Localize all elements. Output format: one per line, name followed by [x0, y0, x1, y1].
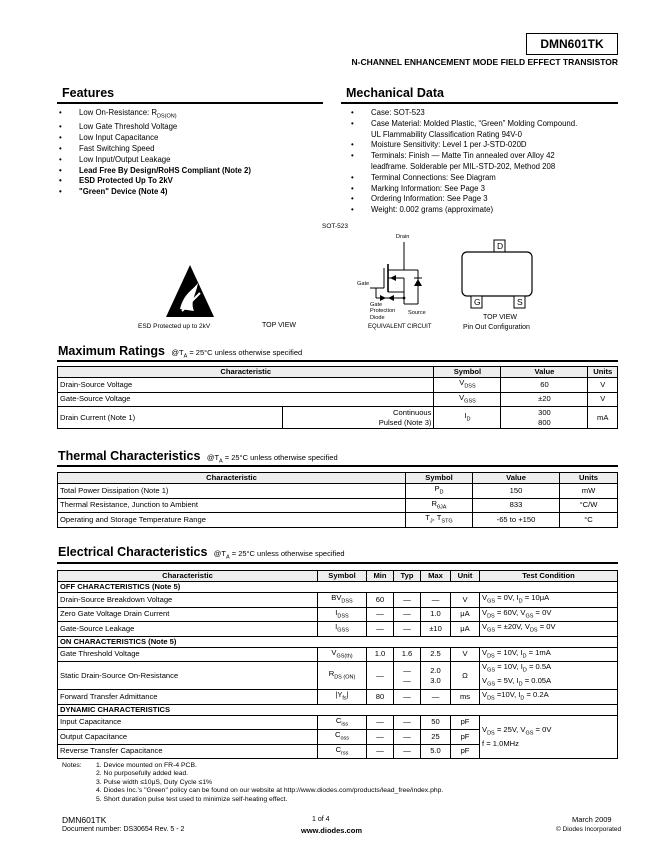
pin-s-label: S: [517, 297, 523, 307]
source-label: Source: [408, 310, 426, 316]
mechanical-list: [349, 108, 589, 216]
mechanical-item: • Marking Information: See Page 3: [349, 184, 589, 195]
dynamic-characteristics-header: DYNAMIC CHARACTERISTICS: [58, 704, 618, 715]
feature-item: • Low Gate Threshold Voltage: [57, 122, 327, 133]
thermal-rule: [57, 465, 618, 467]
mechanical-item: • Terminal Connections: See Diagram: [349, 173, 589, 184]
electrical-table: Characteristic Symbol Min Typ Max Unit Test Condition OFF CHARACTERISTICS (Note 5) Drain-Source Breakdown Voltage $BV_{DSS}$ 60 — — V $V_{GS} = 0V$, $I_D = 10\mu A$ Zero Gate Voltage Drain Current $I_{DSS}$ — — 1.0 μA $V_{DS} = 60V$, $V_{GS} = 0V$ Gate-Source Leakage $I_{GSS}$ — — ±10 μA $V_{GS} = \pm 20V$, $V_{DS} = 0V$ ON CHARACTERISTICS (Note 5) Gate Threshold Voltage $V_{GS(th)}$ 1.0 1.6 2.5 V $V_{DS} = 10V$, $I_D = 1mA$ Static Drain-Source On-Resistance $R_{DS (ON)}$ — — — 2.0 3.0 Ω $V_{GS} = 10V$, $I_D = 0.5A$ $V_{GS} = 5V$, $I_D = 0.05A$ Forward Transfer Admittance $|Y_{fs}|$ 80 — — ms $V_{DS} =10V$, $I_D = 0.2A$ DYNAMIC CHARACTERISTICS Input Capacitance $C_{iss}$ — — 50 pF $V_{DS} = 25V$, $V_{GS} = 0V$ f = 1.0MHz Output Capacitance $C_{oss}$ — — 25 pF Reverse Transfer Capacitance $C_{rss}$ — — 5.0 pF: [57, 570, 618, 759]
table-row: Static Drain-Source On-Resistance $R_{DS (ON)}$ — — — 2.0 3.0 Ω $V_{GS} = 10V$, $I_D = 0.5A$ $V_{GS} = 5V$, $I_D = 0.05A$: [58, 662, 618, 690]
footer-docnum: Document number: DS30654 Rev. 5 - 2: [62, 826, 185, 833]
off-characteristics-header: OFF CHARACTERISTICS (Note 5): [58, 582, 618, 593]
mechanical-title: Mechanical Data: [346, 86, 444, 100]
document-subtitle: N-CHANNEL ENHANCEMENT MODE FIELD EFFECT TRANSISTOR: [351, 57, 618, 67]
feature-item: • Lead Free By Design/RoHS Compliant (Note 2): [57, 166, 327, 177]
esd-caption: ESD Protected up to 2kV: [138, 323, 211, 330]
mechanical-item: • Case Material: Molded Plastic, “Green” Molding Compound. UL Flammability Classification Rating 94V-0: [349, 119, 589, 141]
thermal-table: Characteristic Symbol Value Units Total Power Dissipation (Note 1) $P_D$ 150 mW Thermal Resistance, Junction to Ambient $R_{\theta JA}$ 833 °C/W Operating and Storage Temperature Range $T_J$, $T_{STG}$ -65 to +150 °C: [57, 472, 618, 528]
max-ratings-heading: Maximum Ratings $@T_A = 25^\circ C$ unless otherwise specified: [58, 344, 303, 360]
top-view-label-2: TOP VIEW: [483, 314, 517, 321]
mechanical-item: • Moisture Sensitivity: Level 1 per J-STD-020D: [349, 140, 589, 151]
pin-d-label: D: [497, 241, 504, 251]
max-ratings-rule: [57, 360, 618, 362]
feature-item: • Low Input Capacitance: [57, 133, 327, 144]
footer-url: www.diodes.com: [301, 826, 362, 835]
mechanical-item: • Weight: 0.002 grams (approximate): [349, 205, 589, 216]
thermal-heading: Thermal Characteristics $@T_A = 25^\circ C$ unless otherwise specified: [58, 449, 338, 465]
feature-item: • "Green" Device (Note 4): [57, 187, 327, 198]
note-item: 4. Diodes Inc.'s "Green" policy can be found on our website at http://www.diodes.com/products/lead_free/index.php.: [96, 787, 444, 795]
feature-item: • ESD Protected Up To 2kV: [57, 176, 327, 187]
table-row: Input Capacitance $C_{iss}$ — — 50 pF $V_{DS} = 25V$, $V_{GS} = 0V$ f = 1.0MHz: [58, 715, 618, 730]
table-row: Drain-Source Breakdown Voltage $BV_{DSS}$ 60 — — V $V_{GS} = 0V$, $I_D = 10\mu A$: [58, 593, 618, 608]
notes-label: Notes:: [62, 762, 82, 769]
top-view-label-1: TOP VIEW: [262, 322, 296, 329]
feature-item: • Low On-Resistance: $R_{DS(ON)}$: [57, 108, 327, 122]
footer-page: 1 of 4: [312, 816, 330, 823]
features-title: Features: [62, 86, 115, 100]
electrical-heading: Electrical Characteristics $@T_A = 25^\circ C$ unless otherwise specified: [58, 545, 345, 561]
features-list: [57, 108, 327, 198]
footer-copyright: © Diodes Incorporated: [556, 826, 622, 833]
mechanical-item: • Terminals: Finish — Matte Tin annealed over Alloy 42 leadframe. Solderable per MIL-STD-202, Method 208: [349, 151, 589, 173]
gate-protection-label: Gate Protection Diode: [370, 302, 396, 321]
footer-date: March 2009: [572, 815, 612, 824]
mechanical-rule: [341, 102, 618, 104]
pin-g-label: G: [474, 297, 481, 307]
note-item: 1. Device mounted on FR-4 PCB.: [96, 762, 197, 769]
package-label: SOT-523: [322, 223, 349, 230]
table-row: Drain Current (Note 1) Continuous Pulsed (Note 3) $I_D$ 300 800 mA: [58, 407, 618, 429]
note-item: 5. Short duration pulse test used to minimize self-heating effect.: [96, 795, 288, 803]
table-row: Operating and Storage Temperature Range $T_J$, $T_{STG}$ -65 to +150 °C: [58, 513, 618, 528]
feature-item: • Low Input/Output Leakage: [57, 155, 327, 166]
features-rule: [57, 102, 323, 104]
table-row: Zero Gate Voltage Drain Current $I_{DSS}$ — — 1.0 μA $V_{DS} = 60V$, $V_{GS} = 0V$: [58, 607, 618, 622]
equivalent-circuit-caption: EQUIVALENT CIRCUIT: [368, 324, 432, 330]
table-row: Thermal Resistance, Junction to Ambient $R_{\theta JA}$ 833 °C/W: [58, 498, 618, 513]
notes-list: [96, 762, 616, 804]
drain-label: Drain: [396, 234, 410, 240]
table-row: Forward Transfer Admittance $|Y_{fs}|$ 80 — — ms $V_{DS} =10V$, $I_D = 0.2A$: [58, 690, 618, 705]
esd-warning-icon: [164, 263, 216, 321]
table-row: Reverse Transfer Capacitance $C_{rss}$ — — 5.0 pF: [58, 744, 618, 759]
footer-part: DMN601TK: [62, 815, 107, 825]
feature-item: • Fast Switching Speed: [57, 144, 327, 155]
max-ratings-table: Characteristic Symbol Value Units Drain-Source Voltage $V_{DSS}$ 60 V Gate-Source Voltage $V_{GSS}$ ±20 V Drain Current (Note 1) Continuous Pulsed (Note 3) $I_D$ 300 800 mA: [57, 366, 618, 429]
table-row: Gate-Source Voltage $V_{GSS}$ ±20 V: [58, 392, 618, 407]
table-row: Drain-Source Voltage $V_{DSS}$ 60 V: [58, 378, 618, 393]
note-item: 2. No purposefully added lead.: [96, 770, 189, 778]
gate-label: Gate: [357, 281, 370, 287]
table-row: Gate Threshold Voltage $V_{GS(th)}$ 1.0 1.6 2.5 V $V_{DS} = 10V$, $I_D = 1mA$: [58, 647, 618, 662]
electrical-rule: [57, 562, 618, 564]
table-row: Gate-Source Leakage $I_{GSS}$ — — ±10 μA $V_{GS} = \pm 20V$, $V_{DS} = 0V$: [58, 622, 618, 637]
table-row: Output Capacitance $C_{oss}$ — — 25 pF: [58, 730, 618, 745]
on-characteristics-header: ON CHARACTERISTICS (Note 5): [58, 636, 618, 647]
note-item: 3. Pulse width ≤10μS, Duty Cycle ≤1%: [96, 778, 213, 786]
pinout-caption: Pin Out Configuration: [463, 324, 530, 331]
mechanical-item: • Case: SOT-523: [349, 108, 589, 119]
mechanical-item: • Ordering Information: See Page 3: [349, 194, 589, 205]
part-number-box: DMN601TK: [526, 33, 618, 55]
table-row: Total Power Dissipation (Note 1) $P_D$ 150 mW: [58, 484, 618, 499]
